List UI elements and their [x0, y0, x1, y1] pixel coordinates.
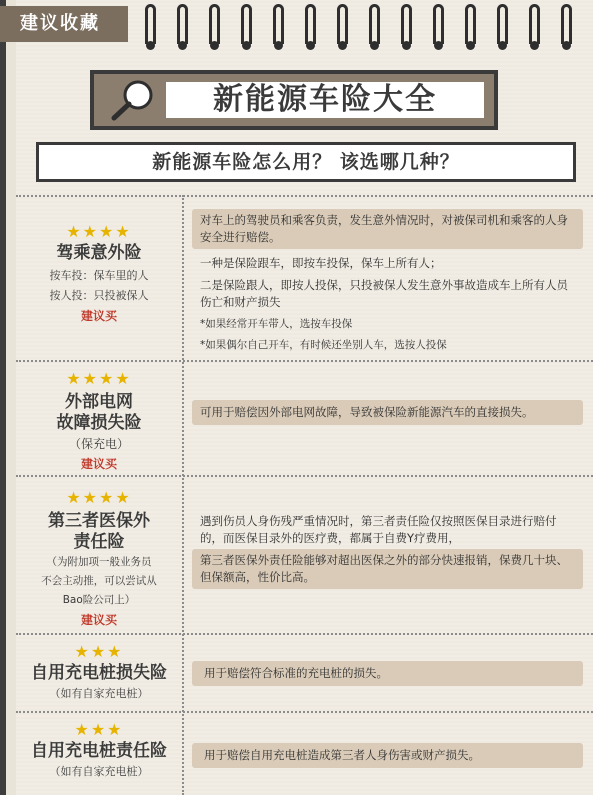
rating-stars: ★★★ [74, 720, 124, 739]
insurance-note: 按车投：保车里的人 [49, 269, 149, 282]
bookmark-tag: 建议收藏 [0, 6, 128, 42]
insurance-name: 驾乘意外险 [56, 243, 142, 263]
description-highlight: 用于赔偿符合标准的充电桩的损失。 [192, 661, 583, 686]
binding-ring [497, 4, 508, 44]
recommend-badge: 建议买 [80, 613, 117, 627]
page-subtitle: 新能源车险怎么用？ 该选哪几种？ [36, 142, 576, 182]
insurance-row [16, 475, 593, 633]
binding-ring [209, 4, 220, 44]
tip-note: *如果经常开车带人，选按车投保 [200, 318, 353, 330]
insurance-name: 自用充电桩损失险 [31, 663, 167, 683]
binding-ring [241, 4, 252, 44]
insurance-name: 故障损失险 [56, 413, 142, 433]
rating-stars: ★★★★ [66, 222, 132, 241]
insurance-label [16, 223, 182, 326]
insurance-detail [192, 743, 583, 768]
binding-ring [369, 4, 380, 44]
magnifier-icon [108, 78, 158, 122]
description-highlight: 可用于赔偿因外部电网故障，导致被保险新能源汽车的直接损失。 [192, 400, 583, 425]
insurance-note: （保充电） [68, 437, 129, 451]
description-highlight: 对车上的驾驶员和乘客负责，发生意外情况时，对被保司机和乘客的人身安全进行赔偿。 [192, 209, 583, 249]
description-text: 二是保险跟人，即按人投保，只投被保人发生意外事故造成车上所有人员伤亡和财产损失 [200, 278, 568, 309]
insurance-note: （如有自家充电桩） [49, 765, 149, 778]
recommend-badge: 建议买 [80, 457, 117, 471]
insurance-row [16, 633, 593, 711]
description-highlight: 第三者医保外责任险能够对超出医保之外的部分快速报销，保费几十块、但保额高，性价比高。 [192, 549, 583, 589]
insurance-detail [192, 661, 583, 686]
binding-ring [561, 4, 572, 44]
binding-ring [465, 4, 476, 44]
tip-note: *如果偶尔自己开车，有时候还坐别人车，选按人投保 [200, 339, 447, 351]
insurance-detail [192, 209, 583, 354]
insurance-row [16, 195, 593, 360]
binding-ring [401, 4, 412, 44]
binding-ring [305, 4, 316, 44]
insurance-label [16, 489, 182, 630]
insurance-label [16, 370, 182, 474]
title-banner [90, 70, 498, 130]
insurance-name: 外部电网 [65, 392, 133, 412]
description-text: 一种是保险跟车，即按车投保，保车上所有人； [200, 256, 442, 270]
binding-ring [145, 4, 156, 44]
binding-ring [529, 4, 540, 44]
insurance-detail [192, 400, 583, 425]
insurance-detail [192, 513, 583, 589]
insurance-row [16, 711, 593, 795]
insurance-row [16, 360, 593, 475]
insurance-note: Bao险公司上） [62, 594, 136, 606]
insurance-note: 按人投：只投被保人 [49, 289, 149, 302]
insurance-label [16, 721, 182, 782]
insurance-name: 第三者医保外 [48, 511, 150, 531]
binding-ring [337, 4, 348, 44]
insurance-name: 自用充电桩责任险 [31, 741, 167, 761]
insurance-note: （如有自家充电桩） [49, 687, 149, 700]
binding-ring [177, 4, 188, 44]
binding-ring [433, 4, 444, 44]
rating-stars: ★★★ [74, 642, 124, 661]
description-text: 遇到伤员人身伤残严重情况时，第三者责任险仅按照医保目录进行赔付的，而医保目录外的医疗费，都属于自费Y疗费用， [200, 514, 557, 545]
rating-stars: ★★★★ [66, 369, 132, 388]
page-title: 新能源车险大全 [166, 82, 484, 118]
insurance-label [16, 643, 182, 704]
spiral-binding [120, 0, 593, 46]
description-highlight: 用于赔偿自用充电桩造成第三者人身伤害或财产损失。 [192, 743, 583, 768]
insurance-note: （为附加项一般业务员 [46, 556, 152, 568]
insurance-note: 不会主动推，可以尝试从 [41, 575, 157, 587]
rating-stars: ★★★★ [66, 488, 132, 507]
binding-ring [273, 4, 284, 44]
recommend-badge: 建议买 [80, 309, 117, 323]
notebook-spine [0, 0, 16, 795]
insurance-name: 责任险 [73, 532, 125, 552]
